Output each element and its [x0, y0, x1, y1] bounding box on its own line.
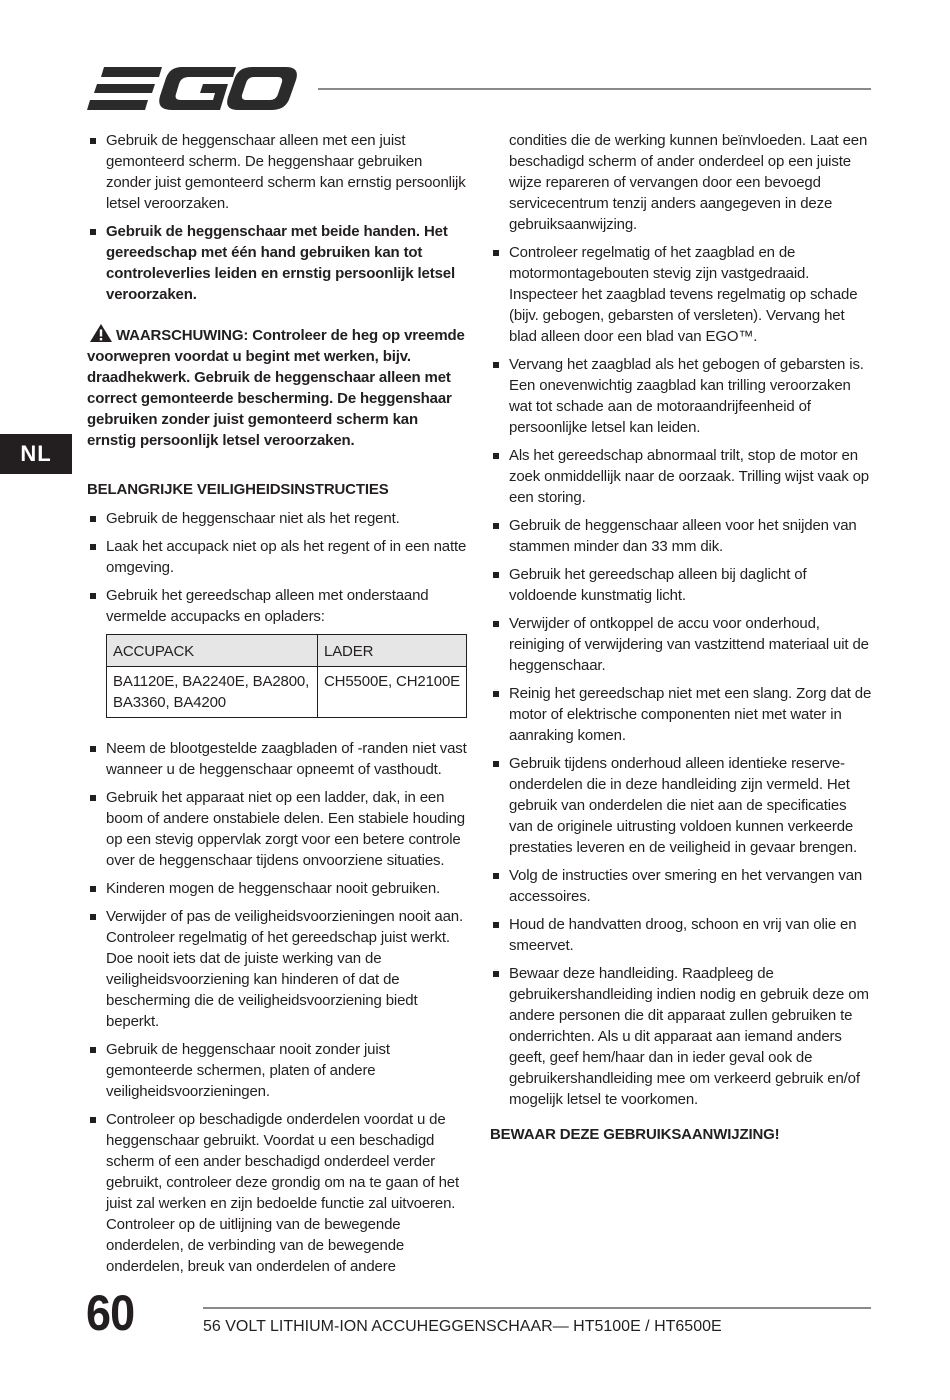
- footer-rule: [203, 1307, 871, 1309]
- list-item: Gebruik het gereedschap alleen bij daglicht of voldoende kunstmatig licht.: [490, 564, 872, 606]
- header-rule: [318, 88, 871, 90]
- list-item: Gebruik de heggenschaar niet als het regent.: [87, 508, 469, 529]
- right-column: [490, 130, 872, 1153]
- safety-list-before-table: [87, 508, 469, 627]
- warning-triangle-icon: [89, 323, 113, 343]
- list-item: Verwijder of ontkoppel de accu voor onderhoud, reiniging of verwijdering van vastzittend materiaal uit de heggenschaar.: [490, 613, 872, 676]
- list-item: Vervang het zaagblad als het gebogen of gebarsten is. Een onevenwichtig zaagblad kan trilling veroorzaken wat tot schade aan de motoraandrijfeenheid of persoonlijke letsel kan leiden.: [490, 354, 872, 438]
- closing-heading: BEWAAR DEZE GEBRUIKSAANWIJZING!: [490, 1126, 780, 1143]
- list-item: Verwijder of pas de veiligheidsvoorzieningen nooit aan. Controleer regelmatig of het gereedschap juist werkt. Doe nooit iets dat de juiste werking van de veiligheidsvoorziening kan hinderen of dat de bescherming die de veiligheidsvoorziening biedt beperkt.: [87, 906, 469, 1032]
- list-item: Bewaar deze handleiding. Raadpleeg de gebruikershandleiding indien nodig en gebruik deze om andere personen die dit apparaat zullen gebruiken te onderrichten. Als u dit apparaat aan iemand anders geeft, geef hem/haar dan in ieder geval ook de gebruikershandleiding mee om verkeerd gebruik en/of mogelijk letsel te voorkomen.: [490, 963, 872, 1110]
- continued-paragraph: condities die de werking kunnen beïnvloeden. Laat een beschadigd scherm of ander onderdeel op een juiste wijze repareren of vervangen door een bevoegd servicecentrum tenzij anders aangegeven in deze gebruiksaanwijzing.: [509, 132, 868, 233]
- list-item: Neem de blootgestelde zaagbladen of -randen niet vast wanneer u de heggenschaar opneemt of vasthoudt.: [87, 738, 469, 780]
- language-tab: NL: [0, 434, 72, 474]
- safety-list-after-table: [87, 738, 469, 1277]
- list-item: Gebruik het apparaat niet op een ladder, dak, in een boom of andere onstabiele delen. Een stabiele houding op een stevig oppervlak zorgt voor een betere controle over de heggenschaar tijdens onvoorziene situaties.: [87, 787, 469, 871]
- list-item: Reinig het gereedschap niet met een slang. Zorg dat de motor of elektrische componenten niet met water in aanraking komen.: [490, 683, 872, 746]
- section-heading: BELANGRIJKE VEILIGHEIDSINSTRUCTIES: [87, 481, 389, 498]
- warning-text: Controleer de heg op vreemde voorwepren voordat u begint met werken, bijv. draadhekwerk. Gebruik de heggenschaar alleen met correct gemonteerde bescherming. De heggenshaar gebruiken zonder juist gemonteerd scherm kan ernstig persoonlijk letsel veroorzaken.: [87, 327, 465, 449]
- footer-product-line: 56 VOLT LITHIUM-ION ACCUHEGGENSCHAAR— HT5100E / HT6500E: [203, 1318, 722, 1335]
- table-row: [107, 667, 467, 718]
- safety-list-top: [87, 130, 469, 305]
- list-item: Gebruik de heggenschaar alleen voor het snijden van stammen minder dan 33 mm dik.: [490, 515, 872, 557]
- list-item: Als het gereedschap abnormaal trilt, stop de motor en zoek onmiddellijk naar de oorzaak. Trilling wijst vaak op een storing.: [490, 445, 872, 508]
- table-cell-accupacks: BA1120E, BA2240E, BA2800, BA3360, BA4200: [107, 667, 318, 718]
- list-item: Laak het accupack niet op als het regent of in een natte omgeving.: [87, 536, 469, 578]
- table-cell-chargers: CH5500E, CH2100E: [318, 667, 467, 718]
- list-item: Gebruik de heggenschaar met beide handen. Het gereedschap met één hand gebruiken kan tot controleverlies leiden en ernstig persoonlijk letsel veroorzaken.: [87, 221, 469, 305]
- list-item: Gebruik de heggenschaar alleen met een juist gemonteerd scherm. De heggenshaar gebruiken zonder juist gemonteerd scherm kan ernstig persoonlijk letsel veroorzaken.: [87, 130, 469, 214]
- list-item: Gebruik de heggenschaar nooit zonder juist gemonteerde schermen, platen of andere veiligheidsvoorzieningen.: [87, 1039, 469, 1102]
- table-header-row: [107, 635, 467, 667]
- safety-list-right: [490, 242, 872, 1110]
- table-header-lader: LADER: [318, 635, 467, 667]
- list-item: Houd de handvatten droog, schoon en vrij van olie en smeervet.: [490, 914, 872, 956]
- page-number: 60: [86, 1285, 135, 1341]
- warning-label: WAARSCHUWING:: [116, 327, 249, 344]
- battery-charger-table: [106, 634, 467, 718]
- list-item: Gebruik het gereedschap alleen met onderstaand vermelde accupacks en opladers:: [87, 585, 469, 627]
- list-item: Kinderen mogen de heggenschaar nooit gebruiken.: [87, 878, 469, 899]
- list-item: Gebruik tijdens onderhoud alleen identieke reserve-onderdelen die in deze handleiding zijn vermeld. Het gebruik van onderdelen die niet aan de specificaties van de originele uitrusting voldoen kunnen verkeerde prestaties leveren en de veiligheid in gevaar brengen.: [490, 753, 872, 858]
- ego-logo: [86, 64, 298, 114]
- table-header-accupack: ACCUPACK: [107, 635, 318, 667]
- list-item: Controleer op beschadigde onderdelen voordat u de heggenschaar gebruikt. Voordat u een beschadigd scherm of een ander beschadigd onderdeel verder gebruikt, controleer deze grondig om na te gaan of het juist zal werken en zijn bedoelde functie zal uitvoeren. Controleer op de uitlijning van de bewegende onderdelen, de verbinding van de bewegende onderdelen, breuk van onderdelen of andere: [87, 1109, 469, 1277]
- warning-block: [87, 323, 469, 451]
- list-item: Volg de instructies over smering en het vervangen van accessoires.: [490, 865, 872, 907]
- left-column: [87, 130, 469, 1284]
- ego-logo-text: EGO: [192, 89, 195, 90]
- list-item: Controleer regelmatig of het zaagblad en de motormontagebouten stevig zijn vastgedraaid. Inspecteer het zaagblad tevens regelmatig op schade (bijv. gebogen, gebarsten of versleten). Vervang het blad alleen door een blad van EGO™.: [490, 242, 872, 347]
